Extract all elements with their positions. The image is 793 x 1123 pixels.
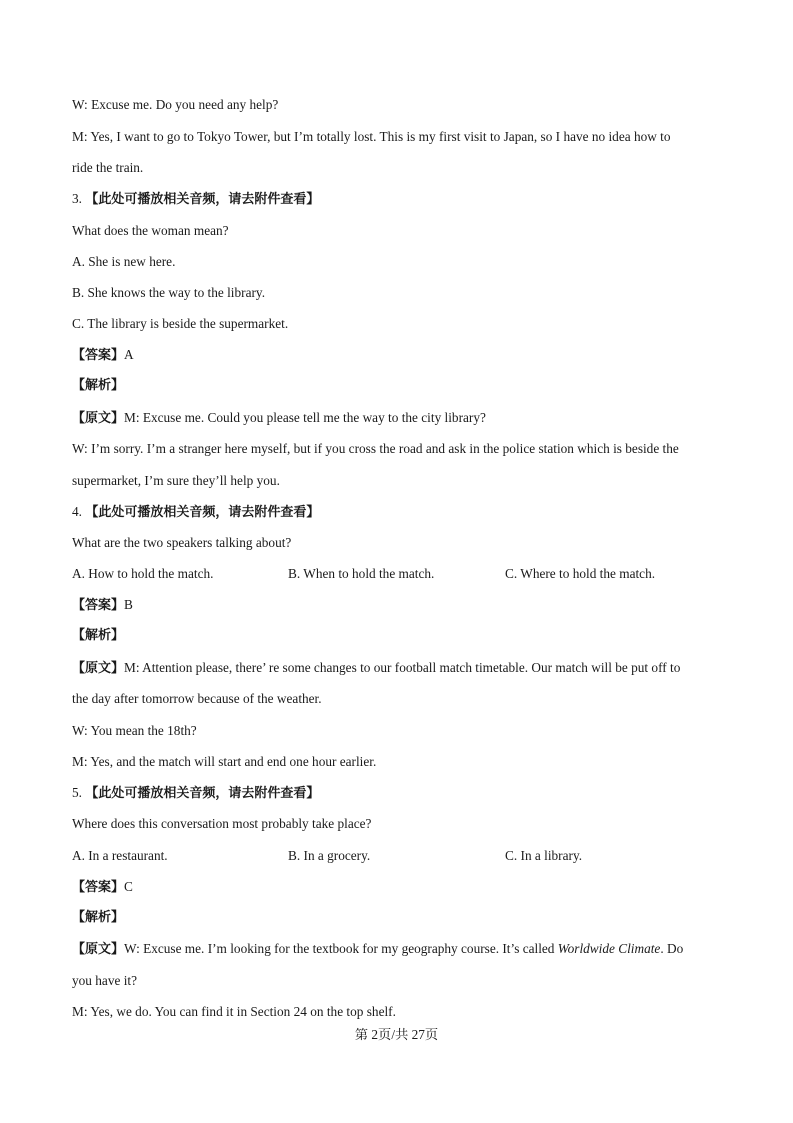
question-text: What are the two speakers talking about? xyxy=(72,535,292,550)
option-a: A. How to hold the match. xyxy=(72,566,214,581)
answer-value: A xyxy=(124,347,134,362)
option-b: B. In a grocery. xyxy=(288,848,371,863)
answer-line xyxy=(72,346,134,365)
dialogue-line: M: Yes, I want to go to Tokyo Tower, but I’m totally lost. This is my first visit to Japan, so I have no idea how to xyxy=(72,129,671,144)
transcript-label: 【原文】 xyxy=(72,942,125,957)
page-number-footer: 第 2页/共 27页 xyxy=(354,1027,439,1042)
option-c: C. In a library. xyxy=(505,848,583,863)
question-text: What does the woman mean? xyxy=(72,223,229,238)
dialogue-line: W: Excuse me. Do you need any help? xyxy=(72,97,279,112)
question-5-header xyxy=(72,784,319,803)
analysis-label: 【解析】 xyxy=(72,628,125,643)
answer-label: 【答案】 xyxy=(72,348,125,363)
audio-placeholder: 【此处可播放相关音频，请去附件查看】 xyxy=(85,505,320,520)
answer-value: C xyxy=(124,879,133,894)
transcript-text: M: Excuse me. Could you please tell me the way to the city library? xyxy=(124,410,486,425)
transcript-line xyxy=(72,409,486,428)
transcript-line: M: Yes, and the match will start and end one hour earlier. xyxy=(72,754,377,769)
transcript-text: W: Excuse me. I’m looking for the textbook for my geography course. It’s called xyxy=(124,941,558,956)
option-a: A. She is new here. xyxy=(72,254,176,269)
transcript-line: you have it? xyxy=(72,973,137,988)
audio-placeholder: 【此处可播放相关音频，请去附件查看】 xyxy=(85,786,320,801)
answer-value: B xyxy=(124,597,133,612)
answer-line xyxy=(72,596,133,615)
transcript-label: 【原文】 xyxy=(72,411,125,426)
transcript-text: . Do xyxy=(660,941,684,956)
transcript-label: 【原文】 xyxy=(72,661,125,676)
transcript-line: W: You mean the 18th? xyxy=(72,723,197,738)
question-number: 5. xyxy=(72,785,82,800)
transcript-line xyxy=(72,659,680,678)
option-c: C. Where to hold the match. xyxy=(505,566,656,581)
transcript-text: M: Attention please, there’ re some changes to our football match timetable. Our match will be put off to xyxy=(124,660,681,675)
analysis-label: 【解析】 xyxy=(72,910,125,925)
transcript-line: M: Yes, we do. You can find it in Section 24 on the top shelf. xyxy=(72,1004,396,1019)
answer-label: 【答案】 xyxy=(72,880,125,895)
answer-label: 【答案】 xyxy=(72,598,125,613)
question-text: Where does this conversation most probably take place? xyxy=(72,816,372,831)
book-title: Worldwide Climate xyxy=(557,941,661,956)
option-c: C. The library is beside the supermarket. xyxy=(72,316,289,331)
answer-line xyxy=(72,878,133,897)
dialogue-line: ride the train. xyxy=(72,160,144,175)
transcript-line: the day after tomorrow because of the weather. xyxy=(72,691,322,706)
option-a: A. In a restaurant. xyxy=(72,848,168,863)
transcript-line: W: I’m sorry. I’m a stranger here myself, but if you cross the road and ask in the police station which is beside the xyxy=(72,441,679,456)
question-number: 3. xyxy=(72,191,82,206)
option-b: B. She knows the way to the library. xyxy=(72,285,266,300)
transcript-line xyxy=(72,940,683,959)
analysis-label: 【解析】 xyxy=(72,378,125,393)
option-b: B. When to hold the match. xyxy=(288,566,435,581)
transcript-line: supermarket, I’m sure they’ll help you. xyxy=(72,473,280,488)
question-3-header xyxy=(72,190,319,209)
question-number: 4. xyxy=(72,504,82,519)
question-4-header xyxy=(72,503,319,522)
audio-placeholder: 【此处可播放相关音频，请去附件查看】 xyxy=(85,192,320,207)
